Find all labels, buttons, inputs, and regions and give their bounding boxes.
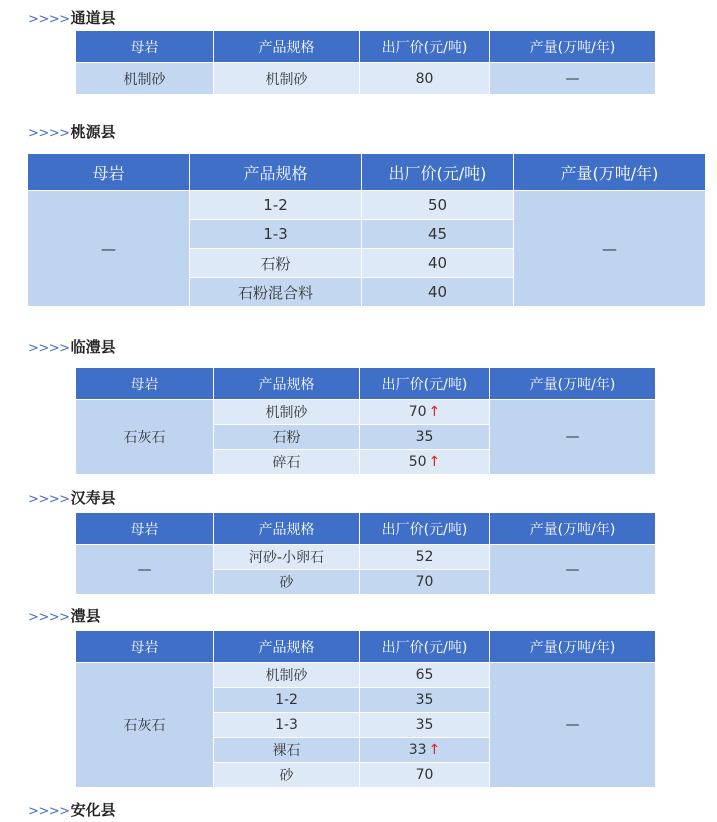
price-cell bbox=[360, 425, 490, 450]
table-row bbox=[76, 400, 656, 425]
spec-cell: 砂 bbox=[214, 763, 360, 788]
arrows-icon: >>>> bbox=[28, 610, 70, 625]
up-arrow-icon: ↑ bbox=[428, 454, 441, 470]
price-cell bbox=[360, 763, 490, 788]
header-spec: 产品规格 bbox=[214, 631, 360, 663]
price-table-linli bbox=[75, 367, 656, 475]
output-cell: — bbox=[490, 663, 656, 788]
arrows-icon: >>>> bbox=[28, 126, 70, 141]
header-spec: 产品规格 bbox=[214, 31, 360, 63]
price-table-taoyuan bbox=[27, 153, 706, 307]
header-price: 出厂价(元/吨) bbox=[362, 154, 514, 191]
price-value: 35 bbox=[415, 429, 434, 445]
section-title-anhua bbox=[28, 800, 116, 820]
table-header-row bbox=[76, 631, 656, 663]
section-title-tongdao bbox=[28, 8, 116, 28]
section-title-lixian bbox=[28, 606, 101, 626]
header-output: 产量(万吨/年) bbox=[514, 154, 706, 191]
county-name: 汉寿县 bbox=[70, 489, 116, 507]
rock-cell: 石灰石 bbox=[76, 400, 214, 475]
rock-cell: — bbox=[76, 545, 214, 595]
price-value: 40 bbox=[427, 283, 448, 301]
price-value: 80 bbox=[415, 70, 434, 87]
price-table-hanshou bbox=[75, 512, 656, 595]
arrows-icon: >>>> bbox=[28, 492, 70, 507]
county-name: 安化县 bbox=[70, 801, 116, 819]
header-spec: 产品规格 bbox=[214, 368, 360, 400]
output-cell: — bbox=[490, 400, 656, 475]
section-title-hanshou bbox=[28, 488, 116, 508]
output-cell: — bbox=[514, 191, 706, 307]
up-arrow-icon: ↑ bbox=[428, 404, 441, 420]
table-header-row bbox=[76, 513, 656, 545]
county-name: 澧县 bbox=[70, 607, 101, 625]
spec-cell: 机制砂 bbox=[214, 400, 360, 425]
output-cell: — bbox=[490, 63, 656, 95]
header-rock: 母岩 bbox=[76, 368, 214, 400]
spec-cell: 石粉 bbox=[190, 249, 362, 278]
header-price: 出厂价(元/吨) bbox=[360, 31, 490, 63]
price-cell bbox=[360, 63, 490, 95]
price-cell bbox=[360, 738, 490, 763]
spec-cell: 碎石 bbox=[214, 450, 360, 475]
header-spec: 产品规格 bbox=[190, 154, 362, 191]
table-header-row bbox=[28, 154, 706, 191]
table-header-row bbox=[76, 368, 656, 400]
price-table-tongdao bbox=[75, 30, 656, 95]
arrows-icon: >>>> bbox=[28, 341, 70, 356]
price-value: 35 bbox=[415, 717, 434, 733]
table-header-row bbox=[76, 31, 656, 63]
spec-cell: 1-2 bbox=[190, 191, 362, 220]
spec-cell: 裸石 bbox=[214, 738, 360, 763]
price-value: 65 bbox=[415, 667, 434, 683]
price-cell bbox=[362, 278, 514, 307]
price-value: 33 bbox=[408, 742, 427, 758]
price-cell bbox=[360, 688, 490, 713]
header-output: 产量(万吨/年) bbox=[490, 631, 656, 663]
price-cell bbox=[360, 450, 490, 475]
rock-cell: — bbox=[28, 191, 190, 307]
price-value: 45 bbox=[427, 225, 448, 243]
spec-cell: 1-2 bbox=[214, 688, 360, 713]
spec-cell: 1-3 bbox=[214, 713, 360, 738]
table-row bbox=[76, 663, 656, 688]
table-row bbox=[28, 191, 706, 220]
up-arrow-icon: ↑ bbox=[428, 742, 441, 758]
header-price: 出厂价(元/吨) bbox=[360, 513, 490, 545]
price-cell bbox=[360, 570, 490, 595]
section-title-linli bbox=[28, 337, 116, 357]
header-spec: 产品规格 bbox=[214, 513, 360, 545]
county-name: 桃源县 bbox=[70, 123, 116, 141]
price-value: 70 bbox=[408, 404, 427, 420]
spec-cell: 河砂-小卵石 bbox=[214, 545, 360, 570]
section-title-taoyuan bbox=[28, 122, 116, 142]
header-rock: 母岩 bbox=[76, 31, 214, 63]
spec-cell: 砂 bbox=[214, 570, 360, 595]
price-cell bbox=[360, 713, 490, 738]
county-name: 临澧县 bbox=[70, 338, 116, 356]
price-table-lixian bbox=[75, 630, 656, 788]
header-price: 出厂价(元/吨) bbox=[360, 368, 490, 400]
header-output: 产量(万吨/年) bbox=[490, 368, 656, 400]
price-value: 70 bbox=[415, 574, 434, 590]
price-value: 52 bbox=[415, 549, 434, 565]
table-row bbox=[76, 63, 656, 95]
output-cell: — bbox=[490, 545, 656, 595]
price-value: 50 bbox=[427, 196, 448, 214]
spec-cell: 石粉混合料 bbox=[190, 278, 362, 307]
rock-cell: 石灰石 bbox=[76, 663, 214, 788]
header-rock: 母岩 bbox=[76, 513, 214, 545]
spec-cell: 机制砂 bbox=[214, 63, 360, 95]
spec-cell: 石粉 bbox=[214, 425, 360, 450]
price-cell bbox=[362, 249, 514, 278]
price-cell bbox=[360, 545, 490, 570]
price-value: 40 bbox=[427, 254, 448, 272]
price-cell bbox=[360, 400, 490, 425]
price-cell bbox=[362, 220, 514, 249]
header-rock: 母岩 bbox=[28, 154, 190, 191]
header-output: 产量(万吨/年) bbox=[490, 31, 656, 63]
price-value: 70 bbox=[415, 767, 434, 783]
spec-cell: 1-3 bbox=[190, 220, 362, 249]
county-name: 通道县 bbox=[70, 9, 116, 27]
arrows-icon: >>>> bbox=[28, 804, 70, 819]
price-cell bbox=[362, 191, 514, 220]
header-rock: 母岩 bbox=[76, 631, 214, 663]
spec-cell: 机制砂 bbox=[214, 663, 360, 688]
price-value: 50 bbox=[408, 454, 427, 470]
rock-cell: 机制砂 bbox=[76, 63, 214, 95]
price-cell bbox=[360, 663, 490, 688]
header-output: 产量(万吨/年) bbox=[490, 513, 656, 545]
header-price: 出厂价(元/吨) bbox=[360, 631, 490, 663]
arrows-icon: >>>> bbox=[28, 12, 70, 27]
price-value: 35 bbox=[415, 692, 434, 708]
table-row bbox=[76, 545, 656, 570]
